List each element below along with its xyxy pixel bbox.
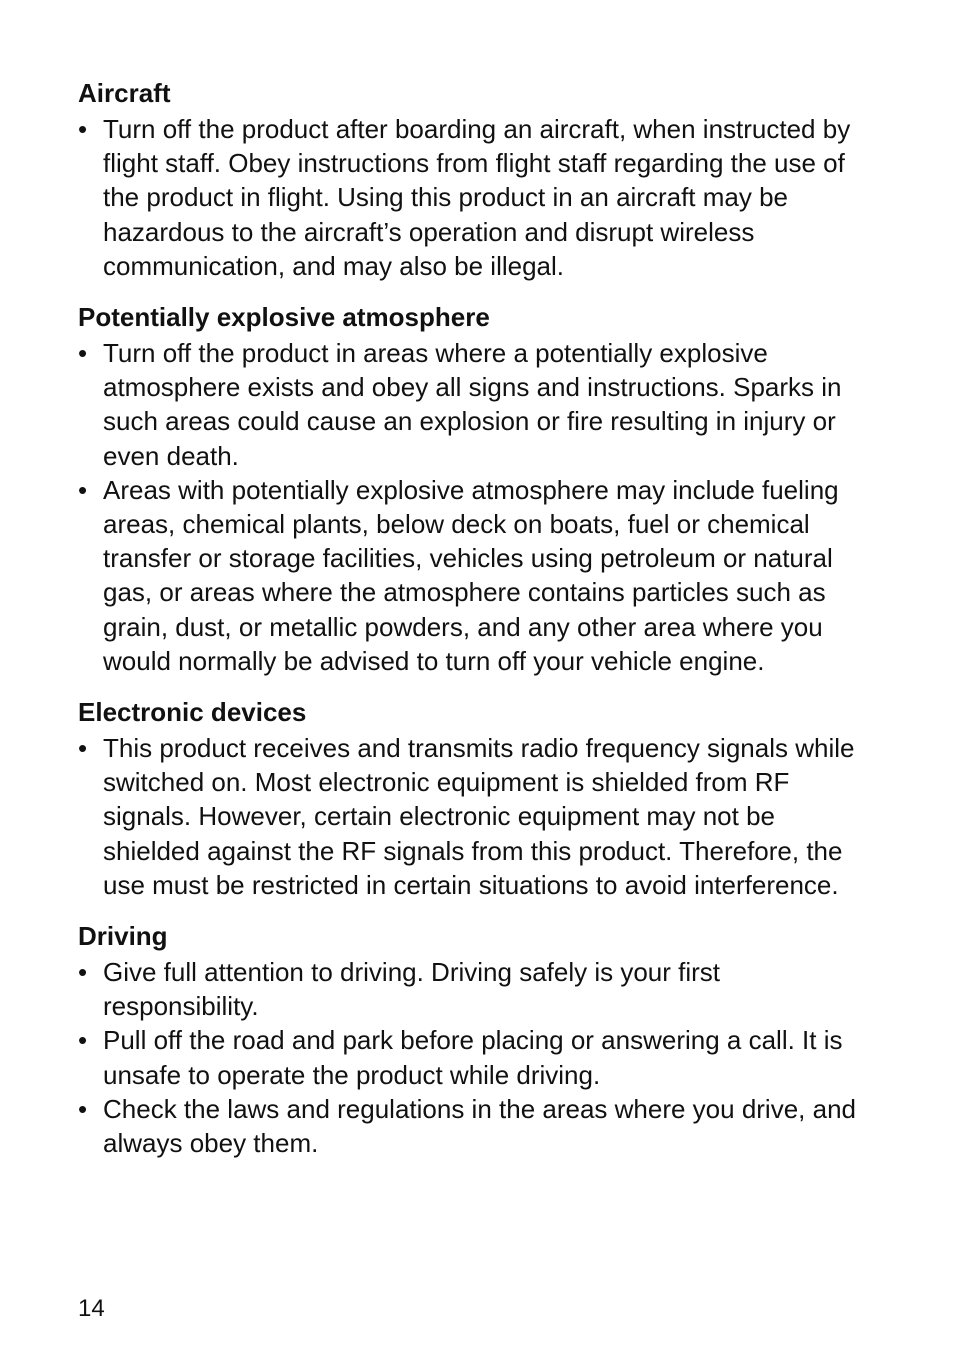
document-page bbox=[78, 76, 868, 1177]
bullet-icon: • bbox=[78, 1025, 88, 1056]
list-item bbox=[78, 955, 868, 1023]
bullet-icon: • bbox=[78, 1093, 88, 1124]
list-item bbox=[78, 1092, 868, 1160]
section-driving bbox=[78, 919, 868, 1160]
bullet-list bbox=[78, 112, 868, 283]
list-item bbox=[78, 112, 868, 283]
section-explosive-atmosphere bbox=[78, 300, 868, 678]
bullet-icon: • bbox=[78, 338, 88, 369]
page-number: 14 bbox=[78, 1295, 105, 1322]
section-heading: Potentially explosive atmosphere bbox=[78, 302, 490, 333]
list-item bbox=[78, 1023, 868, 1091]
section-heading: Electronic devices bbox=[78, 697, 307, 728]
bullet-icon: • bbox=[78, 957, 88, 988]
list-item-text: This product receives and transmits radio frequency signals while switched on. Most electronic equipment is shielded from RF signals. However, certain electronic equipment may not be shielded against the RF signals from this product. Therefore, the use must be restricted in certain situations to avoid interference. bbox=[103, 733, 855, 900]
list-item-text: Give full attention to driving. Driving safely is your first responsibility. bbox=[103, 957, 721, 1022]
section-heading: Aircraft bbox=[78, 78, 171, 108]
section-aircraft bbox=[78, 76, 868, 283]
bullet-icon: • bbox=[78, 474, 88, 505]
bullet-list bbox=[78, 955, 868, 1160]
list-item-text: Check the laws and regulations in the areas where you drive, and always obey them. bbox=[103, 1093, 856, 1159]
list-item-text: Turn off the product in areas where a potentially explosive atmosphere exists and obey all signs and instructions. Sparks in such areas could cause an explosion or fire resulting in injury or even death. bbox=[103, 338, 842, 471]
bullet-icon: • bbox=[78, 114, 88, 144]
section-heading: Driving bbox=[78, 921, 168, 952]
bullet-list bbox=[78, 731, 868, 902]
list-item bbox=[78, 473, 868, 678]
section-electronic-devices bbox=[78, 695, 868, 902]
list-item bbox=[78, 731, 868, 902]
list-item-text: Areas with potentially explosive atmosphere may include fueling areas, chemical plants, below deck on boats, fuel or chemical transfer or storage facilities, vehicles using petroleum or natural gas, or areas where the atmosphere contains particles such as grain, dust, or metallic powders, and any other area where you would normally be advised to turn off your vehicle engine. bbox=[103, 474, 839, 676]
list-item-text: Pull off the road and park before placing or answering a call. It is unsafe to operate the product while driving. bbox=[103, 1025, 843, 1090]
list-item-text: Turn off the product after boarding an aircraft, when instructed by flight staff. Obey instructions from flight staff regarding the use of the product in flight. Using this product in an aircraft may be hazardous to the aircraft’s operation and disrupt wireless communication, and may also be illegal. bbox=[103, 114, 851, 281]
bullet-icon: • bbox=[78, 733, 88, 764]
list-item bbox=[78, 336, 868, 473]
bullet-list bbox=[78, 336, 868, 678]
